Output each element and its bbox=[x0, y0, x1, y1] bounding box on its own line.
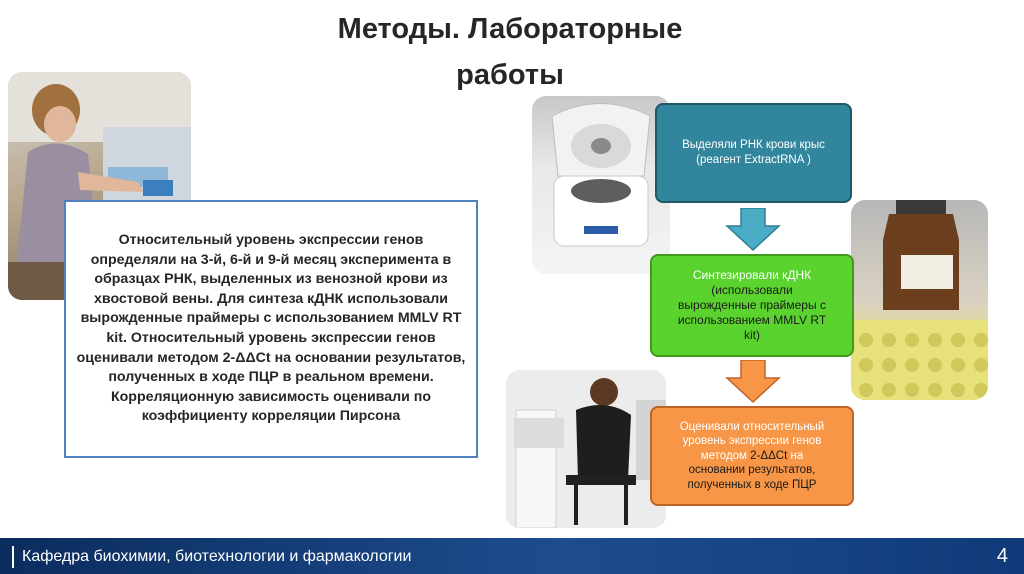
slide-footer bbox=[0, 538, 1024, 574]
pcr-workstation-illustration bbox=[506, 370, 666, 528]
photo-reagent-bottle bbox=[851, 200, 988, 400]
reagent-bottle-illustration bbox=[851, 200, 988, 400]
flow-step3-line3a: методом bbox=[700, 449, 747, 462]
footer-department: Кафедра биохимии, биотехнологии и фармакологии bbox=[22, 548, 412, 565]
flow-step2-line1: Синтезировали кДНК bbox=[692, 268, 812, 282]
flow-step3-line1: Оценивали относительный bbox=[679, 420, 825, 433]
flow-step3-line5: полученных в ходе ПЦР bbox=[687, 478, 817, 491]
flow-step1-line2: (реагент ExtractRNA ) bbox=[696, 154, 811, 166]
arrow-down-icon bbox=[725, 360, 781, 404]
flow-step-rna-extraction bbox=[655, 103, 852, 203]
title-line-2: работы bbox=[456, 59, 564, 91]
flow-step1-line1: Выделяли РНК крови крыс bbox=[682, 139, 825, 151]
flow-step3-line4: основании результатов, bbox=[688, 464, 816, 477]
flow-step2-line3: вырожденные праймеры с bbox=[678, 298, 826, 312]
flow-step3-formula: 2-ΔΔCt bbox=[750, 449, 788, 462]
footer-divider bbox=[12, 546, 14, 568]
methods-description-text: Относительный уровень экспрессии генов определяли на 3-й, 6-й и 9-й месяц эксперимента в образцах РНК, выделенных из венозной крови из хвостовой вены. Для синтеза кДНК использовали вырожденные праймеры с использованием MMLV RT kit. Относительный уровень экспрессии генов оценивали методом 2-ΔΔCt на основании результатов, полученных в ходе ПЦР в реальном времени. Корреляционную зависимость оценивали по коэффициенту корреляции Пирсона bbox=[76, 232, 466, 425]
photo-centrifuge bbox=[532, 96, 670, 274]
flow-step2-line5: kit) bbox=[744, 328, 760, 342]
slide-title bbox=[240, 6, 780, 98]
methods-description-box bbox=[64, 200, 478, 458]
flow-step2-line2: (использовали bbox=[711, 283, 793, 297]
photo-pcr-workstation bbox=[506, 370, 666, 528]
arrow-down-icon bbox=[725, 208, 781, 252]
flow-step-cdna-synthesis bbox=[650, 254, 854, 357]
flow-step2-line4: использованием MMLV RT bbox=[677, 313, 827, 327]
flow-step3-line3b: на bbox=[790, 449, 804, 462]
title-line-1: Методы. Лабораторные bbox=[337, 13, 683, 45]
centrifuge-illustration bbox=[532, 96, 670, 274]
flow-step3-line2: уровень экспрессии генов bbox=[682, 435, 822, 448]
flow-step-expression-evaluation bbox=[650, 406, 854, 506]
page-number: 4 bbox=[996, 545, 1008, 567]
